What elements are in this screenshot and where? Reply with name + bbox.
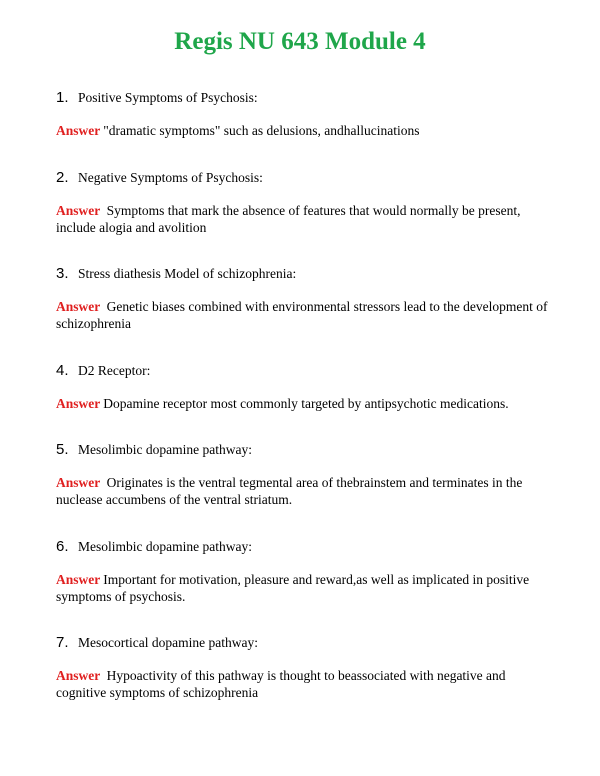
question-number: 3. xyxy=(56,265,69,282)
question-number: 2. xyxy=(56,169,69,186)
qa-item-2 xyxy=(56,169,556,236)
question xyxy=(56,634,556,652)
document-title: Regis NU 643 Module 4 xyxy=(174,28,426,55)
question-number: 1. xyxy=(56,89,69,106)
question-text: Mesocortical dopamine pathway: xyxy=(78,635,258,650)
qa-item-1 xyxy=(56,89,556,139)
answer xyxy=(56,202,556,236)
answer-label: Answer xyxy=(56,299,101,314)
question-text: Mesolimbic dopamine pathway: xyxy=(78,539,252,554)
question-text: D2 Receptor: xyxy=(78,363,151,378)
qa-item-4 xyxy=(56,362,556,412)
answer-text: "dramatic symptoms" such as delusions, andhallucinations xyxy=(103,123,420,138)
question xyxy=(56,362,556,380)
question-text: Positive Symptoms of Psychosis: xyxy=(78,90,258,105)
question xyxy=(56,441,556,459)
question-text: Stress diathesis Model of schizophrenia: xyxy=(78,266,297,281)
question-text: Mesolimbic dopamine pathway: xyxy=(78,442,252,457)
answer-label: Answer xyxy=(56,396,101,411)
answer-label: Answer xyxy=(56,123,101,138)
qa-item-7 xyxy=(56,634,556,701)
qa-item-5 xyxy=(56,441,556,508)
answer-text: Symptoms that mark the absence of features that would normally be present, include alogia and avolition xyxy=(56,203,521,235)
question-number: 7. xyxy=(56,634,69,651)
answer-label: Answer xyxy=(56,203,101,218)
answer-text: Genetic biases combined with environmental stressors lead to the development of schizophrenia xyxy=(56,299,548,331)
answer-text: Originates is the ventral tegmental area of thebrainstem and terminates in the nuclease accumbens of the ventral striatum. xyxy=(56,475,523,507)
answer xyxy=(56,667,556,701)
question xyxy=(56,538,556,556)
answer-text: Hypoactivity of this pathway is thought to beassociated with negative and cognitive symptoms of schizophrenia xyxy=(56,668,506,700)
question xyxy=(56,169,556,187)
answer xyxy=(56,298,556,332)
answer-label: Answer xyxy=(56,475,101,490)
answer xyxy=(56,122,556,139)
answer-text: Dopamine receptor most commonly targeted by antipsychotic medications. xyxy=(103,396,509,411)
answer xyxy=(56,395,556,412)
question xyxy=(56,89,556,107)
question-number: 4. xyxy=(56,362,69,379)
question xyxy=(56,265,556,283)
answer-text: Important for motivation, pleasure and reward,as well as implicated in positive symptoms of psychosis. xyxy=(56,572,530,604)
qa-item-3 xyxy=(56,265,556,332)
question-number: 6. xyxy=(56,538,69,555)
qa-item-6 xyxy=(56,538,556,605)
answer xyxy=(56,474,556,508)
answer-label: Answer xyxy=(56,668,101,683)
answer xyxy=(56,571,556,605)
question-text: Negative Symptoms of Psychosis: xyxy=(78,170,263,185)
question-number: 5. xyxy=(56,441,69,458)
answer-label: Answer xyxy=(56,572,101,587)
